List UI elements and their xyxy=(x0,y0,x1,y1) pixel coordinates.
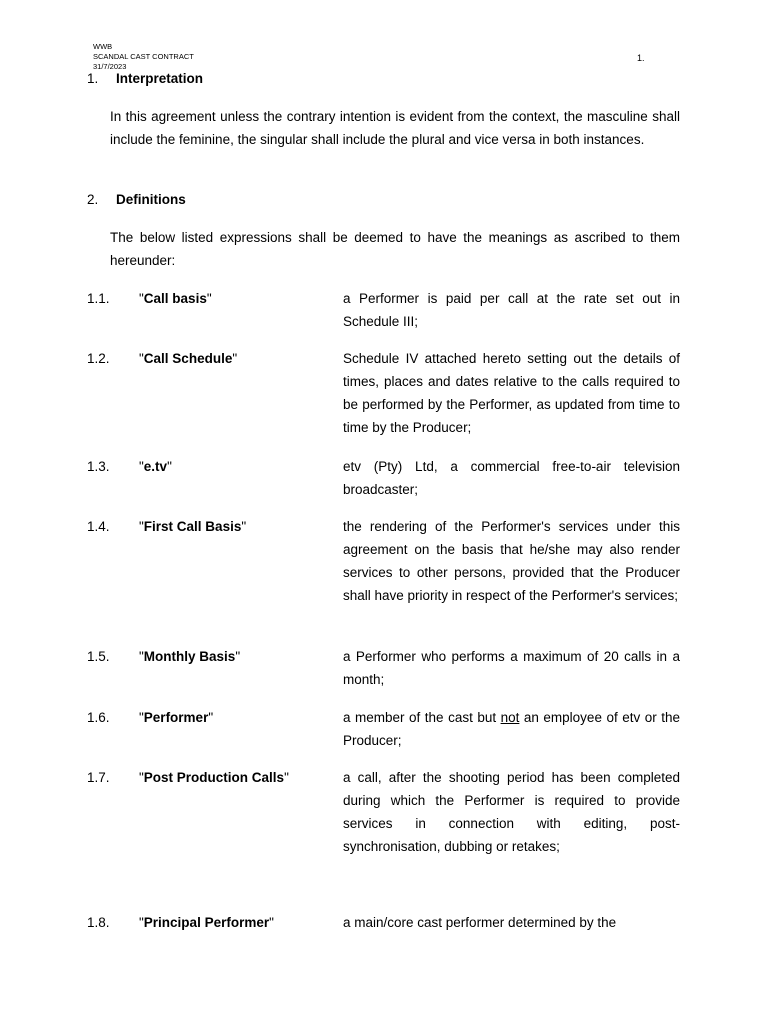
definition-text: Schedule IV attached hereto setting out the details of times, places and dates relative to the calls required to be performed by the Performer, as updated from time to time by the Producer; xyxy=(343,351,680,435)
definitions-intro-paragraph: The below listed expressions shall be deemed to have the meanings as ascribed to them hereunder: xyxy=(110,230,680,268)
definition-number: 1.1. xyxy=(87,291,110,306)
definition-number: 1.4. xyxy=(87,519,110,534)
section-title-interpretation: Interpretation xyxy=(116,71,204,86)
definition-text: a member of the cast but not an employee of etv or the Producer; xyxy=(343,710,681,748)
definition-term: "e.tv" xyxy=(139,459,172,474)
definition-term: "Performer" xyxy=(139,710,214,725)
underlined-word: not xyxy=(500,710,520,725)
definition-number: 1.8. xyxy=(87,915,110,930)
definition-text: a main/core cast performer determined by the xyxy=(343,915,617,930)
definition-term: "Post Production Calls" xyxy=(139,770,289,785)
definition-term: "Call Schedule" xyxy=(139,351,238,366)
section-title-definitions: Definitions xyxy=(116,192,186,207)
section-number: 1. xyxy=(87,71,99,86)
header-date: 31/7/2023 xyxy=(93,62,127,71)
definition-term: "Principal Performer" xyxy=(139,915,274,930)
definition-text: the rendering of the Performer's services under this agreement on the basis that he/she may also render services to other persons, provided that the Producer shall have priority in respect of the Performer's services; xyxy=(343,519,680,603)
definition-term: "First Call Basis" xyxy=(139,519,247,534)
definition-number: 1.7. xyxy=(87,770,110,785)
header-initials: WWB xyxy=(93,42,113,51)
definition-text: a Performer who performs a maximum of 20 calls in a month; xyxy=(343,649,680,687)
header-contract-title: SCANDAL CAST CONTRACT xyxy=(93,52,194,61)
section-number: 2. xyxy=(87,192,99,207)
definition-term: "Call basis" xyxy=(139,291,212,306)
definition-number: 1.6. xyxy=(87,710,110,725)
definition-text: etv (Pty) Ltd, a commercial free-to-air television broadcaster; xyxy=(343,459,680,497)
page-number: 1. xyxy=(637,53,645,63)
definition-text: a call, after the shooting period has been completed during which the Performer is required to provide services in connection with editing, post-synchronisation, dubbing or retakes; xyxy=(343,770,680,854)
definition-number: 1.2. xyxy=(87,351,110,366)
interpretation-paragraph: In this agreement unless the contrary intention is evident from the context, the masculine shall include the feminine, the singular shall include the plural and vice versa in both instances. xyxy=(110,109,680,147)
definition-number: 1.3. xyxy=(87,459,110,474)
definition-text: a Performer is paid per call at the rate set out in Schedule III; xyxy=(343,291,680,329)
definition-number: 1.5. xyxy=(87,649,110,664)
definition-term: "Monthly Basis" xyxy=(139,649,241,664)
